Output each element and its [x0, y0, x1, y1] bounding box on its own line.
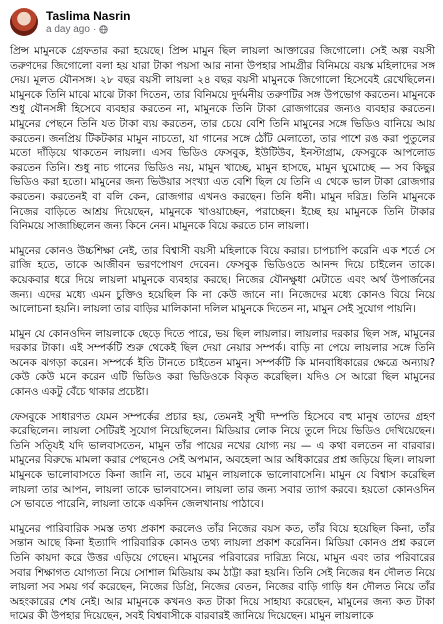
post-time[interactable]: a day ago [46, 23, 90, 35]
post-meta [46, 23, 130, 36]
post-paragraph: মামুনের পারিবারিক সমস্ত তথ্য প্রকাশ করলেও তাঁর নিজের বয়স কত, তাঁর বিয়ে হয়েছিল কিনা, তাঁর সন্তান আছে কিনা ইত্যাদি পারিবারিক কোনও তথ্য লায়লা প্রকাশ করেনিন। মিডিয়া কোনও প্রশ্ন করলে তিনি কায়দা করে উত্তর এড়িয়ে গেছেন। মামুনের পরিবারের দারিদ্র্য নিয়ে, মামুন এবং তার পরিবারের সবার শিক্ষাগত যোগ্যতা নিয়ে সোশাল মিডিয়ায় কম ঠাট্টা করা হয়নি। তিনি সেই নিজের ধন দৌলত নিয়ে লায়লা সব সময় গর্ব করেছেন, নিজের ডিগ্রি, নিজের বেতন, নিজের বাড়ি গাড়ি ধন দৌলত নিয়ে তাঁর অহংকারের শেষ নেই। আর মামুনকে কখনও কত টাকা দিয়ে সাহায্য করেছেন, মামুনের জন্য কত টাকা দামের কী উপহার দিয়েছেন, সবই বিশ্ববাসীকে বারবারই জানিয়ে দিয়েছেন। মামুন লায়লাকে [10, 522, 435, 623]
post-paragraph: মামুন যে কোনওদিন লায়লাকে ছেড়ে দিতে পারে, ভয় ছিল লায়লার। লায়লার দরকার ছিল সঙ্গ, মামুনের দরকার টাকা। এই সম্পর্কটি শুরু থেকেই ছিল দেয়া নেয়ার সম্পর্ক। বাড়ি না পেয়ে লায়লার সঙ্গে তিনি অনেক ঝগড়া করেন। সম্পর্কে ইতি টানতে চাইতেন মামুন। সম্পর্কটি কি মানবাধিকারের ক্ষেত্রে অন্যায়? কেউ কেউ মনে করেন এটি ভিডিও করা ভিডিওকে বিকৃত করেছিল। যদিও সে আরো ছিল মামুনের কোনও একটু বেঁচে থাকার প্রচেষ্টা। [10, 327, 435, 399]
post-paragraph: ফেসবুকে সাধারণত যেমন সম্পর্কের প্রচার হয়, তেমনই সুখী দম্পতি হিসেবে বহু মানুষ তাদের গ্রহণ করেছিলেন। লায়লা সেটিরই সুযোগ নিয়েছিলেন। মিডিয়ার লোক নিয়ে তুলে দিয়ে ভিডিও দেখিয়েছেন। তিনি সতি্যই যদি ভালবাসতেন, মামুন তাঁর পায়ের নখের যোগ্য নয় — এ কথা বলতেন না বারবার। মামুনের বিরুদ্ধে মামলা করার পেছনেও সেই অপমান, অবহেলা আর অধিকারের প্রশ্ন জড়িয়ে ছিল। লায়লা মামুনকে ভালোবাসতে কিনা জানি না, তবে মামুন লায়লাকে ভালোবাসেনি। মামুন যে বিশ্বাস করেছিল লায়লা তার আপন, লায়লা তাকে ভালবাসেন। লায়লা তার জন্য সবার ত্যাগ করবে। হয়তো কোনওদিন সে ভাবতে পারেনি, লায়লা তাকে একদিন জেলখানায় পাঠাবে। [10, 410, 435, 511]
meta-separator: · [92, 23, 97, 35]
author-block [46, 9, 130, 36]
post-body [0, 44, 443, 624]
globe-icon [99, 25, 108, 34]
post-paragraph: মামুনের কোনও উচ্চশিক্ষা নেই, তার বিশ্বাসী বয়সী মহিলাকে বিয়ে করার। চাপচাপি করেনি এক শর্তে সে রাজি হতে, তাকে আজীবন ভরণপোষণ দেবেন। ফেসবুক ভিডিওতে আনন্দ দিয়ে চাইলেন তাকে। কয়েকবার ধরে দিয়ে লায়লা মামুনকে ব্যবহার করছে। নিজের যৌনক্ষুধা মেটাতে এবং অর্থ উপার্জনের জন্য। এদের মধ্যে এমন চুক্তিও হয়েছিল কি না কেউ জানে না। নিজেদের মধ্যে কোনও বিয়ে নিয়ে আলোচনা হয়নি। লায়লা তার বাড়ির মালিকানা দলিল মামুনকে দিতেন না, মামুন সেই সুযোগ পায়নি। [10, 244, 435, 316]
post-paragraph: প্রিন্স মামুনকে গ্রেফতার করা হয়েছে। প্রিন্স মামুন ছিল লায়লা আক্তারের জিগোলো। সেই অল্প বয়সী তরুণদের জিগোলো বলা হয় যারা টাকা পয়সা আর নানা উপহার সামগ্রীর বিনিময়ে বয়স্ক মহিলাদের সঙ্গ দেয়। মূলত যৌনসঙ্গ। ২৮ বছর বয়সী লায়লা ২৪ বছর বয়সী মামুনকে জিগোলো হিসেবেই রেখেছিলেন। মামুনকে তিনি মাঝে মাঝে টাকা দিতেন, তার বিনিময়ে দুর্দমনীয় তরুণটির সঙ্গ উপভোগ করতেন। মামুনকে শুধু যৌনসঙ্গী হিসেবে ব্যবহার করতেন না, মামুনকে তিনি টাকা রোজগারের জন্যও ব্যবহার করতেন। মামুনের পেছনে তিনি যত টাকা ব্যয় করতেন, তার চেয়ে বেশি তিনি মামুনের সঙ্গে ভিডিও বানিয়ে আয় করতেন। জনপ্রিয় টিকটকার মামুন নাচতো, যা গানের সঙ্গে ঠোঁট মেলাতো, তার পাশে রঙ করা পুতুলের মতো দাঁড়িয়ে থাকতেন লায়লা। এসব ভিডিও ফেসবুক, ইউটিউব, ইনস্টাগ্রাম, ফেসবুকে আপলোড করতেন তিনি। শুধু নাচ গানের ভিডিও নয়, মামুন খাচ্ছে, মামুন হাসছে, মামুন ঘুমোচ্ছে — সব কিছুর ভিডিও করা হতো। মামুনের জন্য ভিউয়ার সংখ্যা এত বেশি ছিল যে তিনি এ থেকে ভাল টাকা রোজগার করতেন। করতেনই বা বলি কেন, রোজগার এখনও করছেন। তিনি ধনী। মামুন দরিদ্র। তিনি মামুনকে নিজের বাড়িতে আশ্রয় দিয়েছেন, মামুনকে খাওয়াচ্ছেন, পরাচ্ছেন। ইচ্ছে হয় মামুনকে তিনি টাকার বিনিময়ে সাজাচ্ছিলেন জন্য কিনে নেন। মামুনকে বিয়ে করতে চান লায়লা। [10, 45, 435, 233]
post-header [0, 0, 443, 44]
author-name[interactable]: Taslima Nasrin [46, 8, 131, 23]
avatar[interactable] [10, 8, 38, 36]
